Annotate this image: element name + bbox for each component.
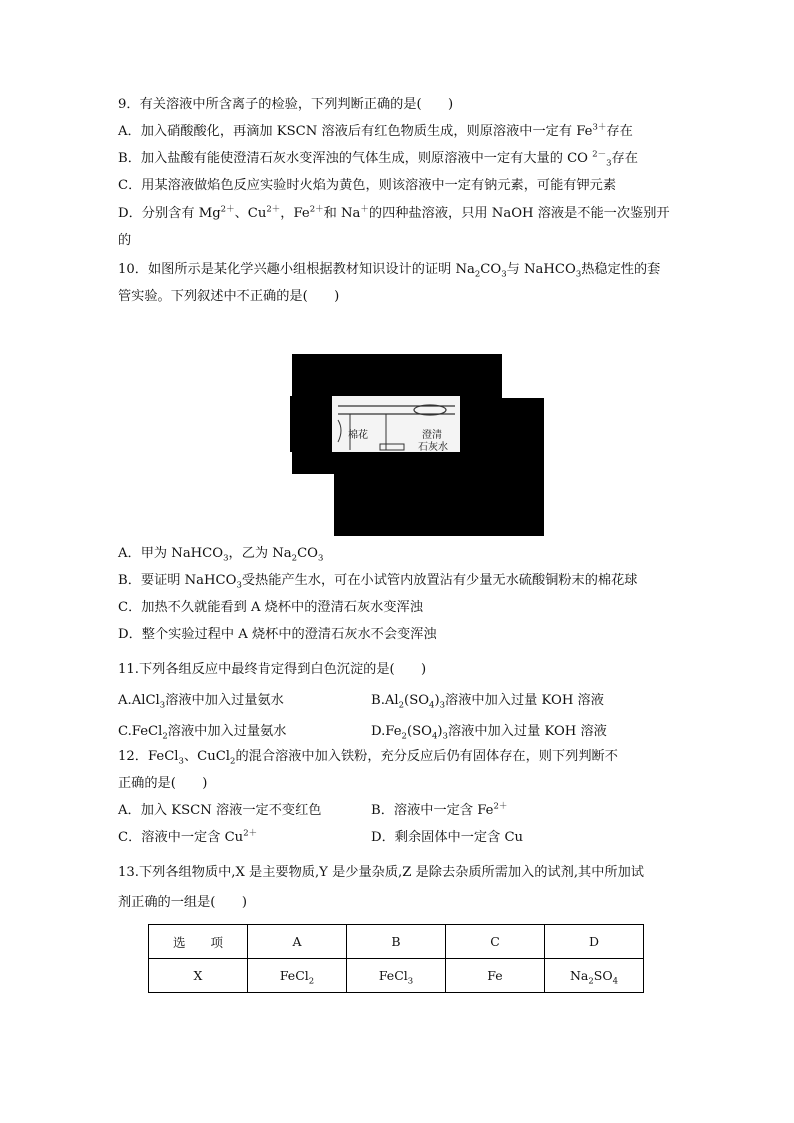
table-header-cell: B xyxy=(347,925,446,959)
table-cell: $Na_2SO_4$ xyxy=(545,959,644,993)
q10-stem-cont: 管实验。下列叙述中不正确的是( ) xyxy=(118,289,340,304)
label-limewater-2: 石灰水 xyxy=(418,442,448,453)
q9-option-d-cont: 的 xyxy=(118,233,132,248)
q10-stem: 10．如图所示是某化学兴趣小组根据教材知识设计的证明 $Na_2CO_3$与 NaHCO$_3$热稳定性的套 xyxy=(118,262,661,280)
q12-stem-cont: 正确的是( ) xyxy=(118,776,208,791)
q12-option-c: C．溶液中一定含 $Cu^{2+}$ xyxy=(118,828,258,845)
label-limewater-1: 澄清 xyxy=(422,430,442,441)
table-cell: FeCl$_2$ xyxy=(248,959,347,993)
q9-stem: 9．有关溶液中所含离子的检验，下列判断正确的是( ) xyxy=(118,97,454,112)
q13-table xyxy=(148,924,644,993)
table-cell: Fe xyxy=(446,959,545,993)
table-header-cell: 选 项 xyxy=(149,925,248,959)
label-cotton: 棉花 xyxy=(348,430,368,441)
q9-option-b: B．加入盐酸有能使澄清石灰水变浑浊的气体生成，则原溶液中一定有大量的 CO $^{2-}_3$存在 xyxy=(118,149,638,169)
table-row-label: X xyxy=(149,959,248,993)
q10-option-b: B．要证明 NaHCO$_3$受热能产生水，可在小试管内放置沾有少量无水硫酸铜粉末的棉花球 xyxy=(118,573,638,591)
q12-option-a: A．加入 KSCN 溶液一定不变红色 xyxy=(118,803,322,818)
table-row xyxy=(149,959,644,993)
table-header-cell: A xyxy=(248,925,347,959)
q11-option-d: $D.Fe_2(SO_4)_3$溶液中加入过量 KOH 溶液 xyxy=(371,724,607,742)
q13-stem: 13.下列各组物质中,X 是主要物质,Y 是少量杂质,Z 是除去杂质所需加入的试剂,其中所加试 xyxy=(118,865,644,880)
table-header-cell: D xyxy=(545,925,644,959)
q12-option-d: D．剩余固体中一定含 Cu xyxy=(371,830,524,845)
table-header-cell: C xyxy=(446,925,545,959)
q10-option-d: D．整个实验过程中 A 烧杯中的澄清石灰水不会变浑浊 xyxy=(118,627,437,642)
q11-option-a: A.AlCl$_3$溶液中加入过量氨水 xyxy=(118,693,284,711)
q12-stem: 12．FeCl$_3$、CuCl$_2$的混合溶液中加入铁粉，充分反应后仍有固体存在，则下列判断不 xyxy=(118,749,618,767)
apparatus-figure xyxy=(290,354,544,538)
q9-option-a: A．加入硝酸酸化，再滴加 KSCN 溶液后有红色物质生成，则原溶液中一定有 $Fe^{3+}$存在 xyxy=(118,122,633,139)
table-cell: FeCl$_3$ xyxy=(347,959,446,993)
apparatus-drawing xyxy=(290,354,544,538)
q10-option-c: C．加热不久就能看到 A 烧杯中的澄清石灰水变浑浊 xyxy=(118,600,423,615)
q10-option-a: A．甲为 NaHCO$_3$，乙为 $Na_2CO_3$ xyxy=(118,546,324,564)
q13-stem-cont: 剂正确的一组是( ) xyxy=(118,895,247,910)
q9-option-c: C．用某溶液做焰色反应实验时火焰为黄色，则该溶液中一定有钠元素，可能有钾元素 xyxy=(118,178,617,193)
table-header-row xyxy=(149,925,644,959)
q9-option-d: D．分别含有 $Mg^{2+}$、$Cu^{2+}$，$Fe^{2+}$和 Na＋的四种盐溶液，只用 NaOH 溶液是不能一次鉴别开 xyxy=(118,204,670,221)
q11-stem: 11.下列各组反应中最终肯定得到白色沉淀的是( ) xyxy=(118,662,427,677)
q11-option-c: C.FeCl$_2$溶液中加入过量氨水 xyxy=(118,724,287,742)
q11-option-b: $B.Al_2(SO_4)_3$溶液中加入过量 KOH 溶液 xyxy=(371,693,604,711)
q12-option-b: B．溶液中一定含 $Fe^{2+}$ xyxy=(371,801,508,818)
